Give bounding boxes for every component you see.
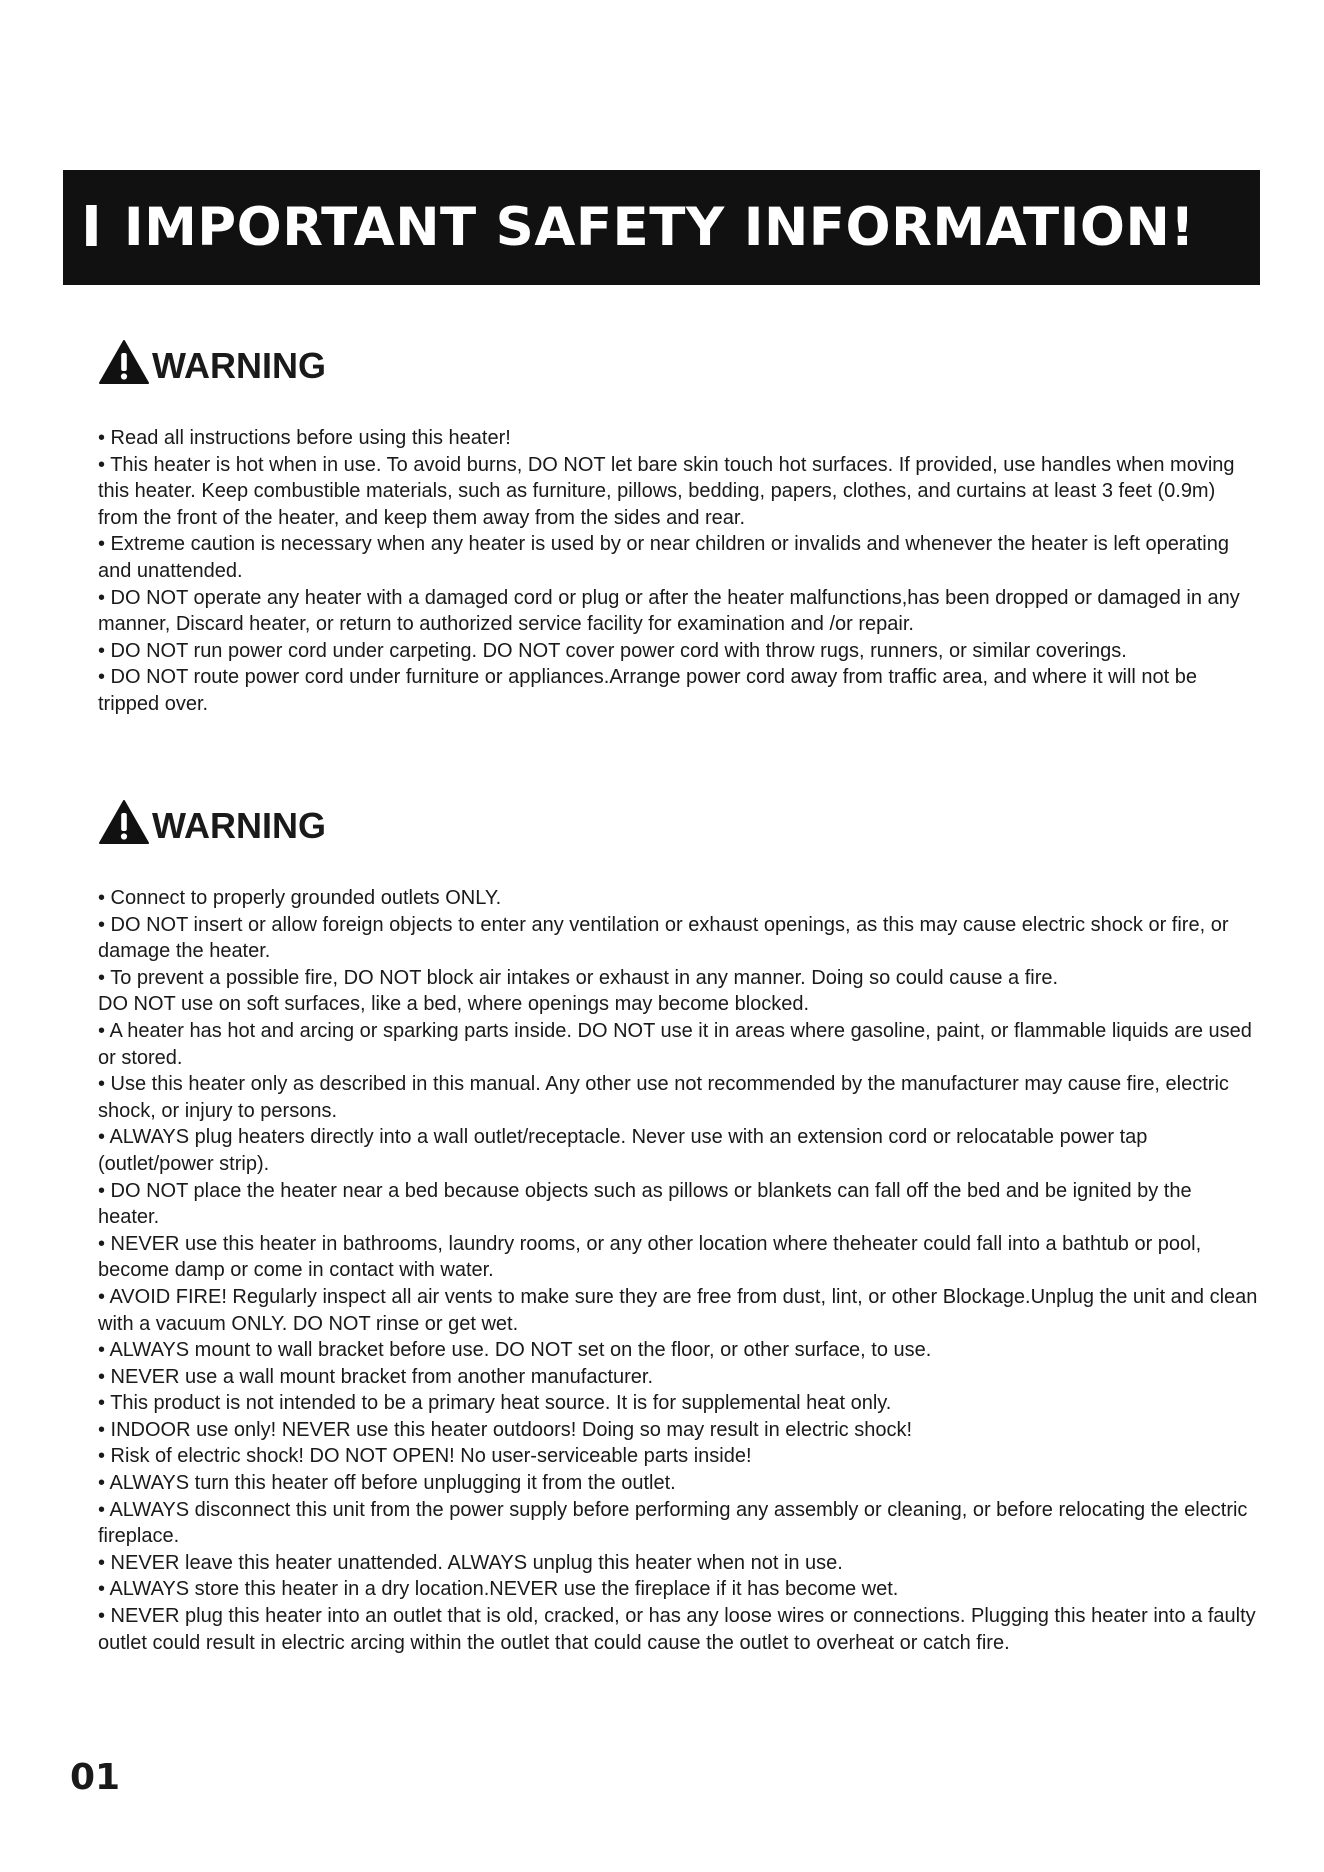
list-item: • ALWAYS disconnect this unit from the power supply before performing any assembly or cleaning, or before relocating the electric fireplace. [98,1498,1253,1548]
list-item: • DO NOT operate any heater with a damaged cord or plug or after the heater malfunctions,has been dropped or damaged in any manner, Discard heater, or return to authorized service facility for examination and /or repair. [98,586,1246,636]
list-item: • Connect to properly grounded outlets ONLY. [98,887,502,909]
list-item: • To prevent a possible fire, DO NOT block air intakes or exhaust in any manner. Doing so could cause a fire. DO NOT use on soft surfaces, like a bed, where openings may become blocked. [98,966,1059,1016]
list-item: • DO NOT run power cord under carpeting. DO NOT cover power cord with throw rugs, runners, or similar coverings. [98,639,1127,662]
warning-label: WARNING [152,805,326,846]
warning-section-2 [98,795,1263,1656]
list-item: • This heater is hot when in use. To avoid burns, DO NOT let bare skin touch hot surfaces. If provided, use handles when moving this heater. Keep combustible materials, such as furniture, pillows, bedding, papers, clothes, and curtains at least 3 feet (0.9m) from the front of the heater, and keep them away from the sides and rear. [98,453,1241,529]
list-item: • NEVER use a wall mount bracket from another manufacturer. [98,1365,654,1388]
list-item: • DO NOT place the heater near a bed because objects such as pillows or blankets can fall off the bed and be ignited by the heater. [98,1179,1198,1229]
list-item: • INDOOR use only! NEVER use this heater outdoors! Doing so may result in electric shock! [98,1418,913,1441]
list-item: • NEVER leave this heater unattended. ALWAYS unplug this heater when not in use. [98,1551,843,1574]
list-item: • NEVER plug this heater into an outlet that is old, cracked, or has any loose wires or connections. Plugging this heater into a faulty outlet could result in electric arcing within the outlet that could cause the outlet to overheat or catch fire. [98,1605,1262,1654]
list-item: • NEVER use this heater in bathrooms, laundry rooms, or any other location where theheater could fall into a bathtub or pool, become damp or come in contact with water. [98,1232,1207,1282]
list-item: • ALWAYS mount to wall bracket before use. DO NOT set on the floor, or other surface, to use. [98,1339,932,1362]
list-item: • AVOID FIRE! Regularly inspect all air vents to make sure they are free from dust, lint, or other Blockage.Unplug the unit and clean with a vacuum ONLY. DO NOT rinse or get wet. [98,1285,1263,1335]
list-item: • This product is not intended to be a primary heat source. It is for supplemental heat only. [98,1392,892,1415]
warning-list [98,885,1263,1656]
list-item: • Extreme caution is necessary when any heater is used by or near children or invalids and whenever the heater is left operating and unattended. [98,533,1235,582]
section-marker: I [81,194,102,260]
list-item: • Read all instructions before using this heater! [98,427,511,449]
page-title: IMPORTANT SAFETY INFORMATION! [123,197,1195,258]
list-item: • Use this heater only as described in this manual. Any other use not recommended by the manufacturer may cause fire, electric shock, or injury to persons. [98,1073,1235,1122]
list-item: • Risk of electric shock! DO NOT OPEN! No user-serviceable parts inside! [98,1445,752,1468]
warning-triangle-icon [98,799,150,845]
warning-heading [98,335,1258,385]
list-item: • A heater has hot and arcing or sparking parts inside. DO NOT use it in areas where gasoline, paint, or flammable liquids are used or stored. [98,1019,1258,1069]
warning-label: WARNING [152,345,326,386]
section-header-bar [63,170,1260,285]
warning-heading [98,795,1258,845]
list-item: • ALWAYS turn this heater off before unplugging it from the outlet. [98,1472,676,1495]
warning-triangle-icon [98,339,150,385]
warning-section-1 [98,335,1258,718]
page-number: 01 [70,1757,121,1798]
list-item: • DO NOT insert or allow foreign objects to enter any ventilation or exhaust openings, as this may cause electric shock or fire, or damage the heater. [98,913,1235,963]
list-item: • DO NOT route power cord under furniture or appliances.Arrange power cord away from traffic area, and where it will not be tripped over. [98,666,1203,715]
list-item: • ALWAYS store this heater in a dry location.NEVER use the fireplace if it has become wet. [98,1578,899,1601]
list-item: • ALWAYS plug heaters directly into a wall outlet/receptacle. Never use with an extension cord or relocatable power tap (outlet/power strip). [98,1126,1153,1175]
warning-list [98,425,1258,718]
